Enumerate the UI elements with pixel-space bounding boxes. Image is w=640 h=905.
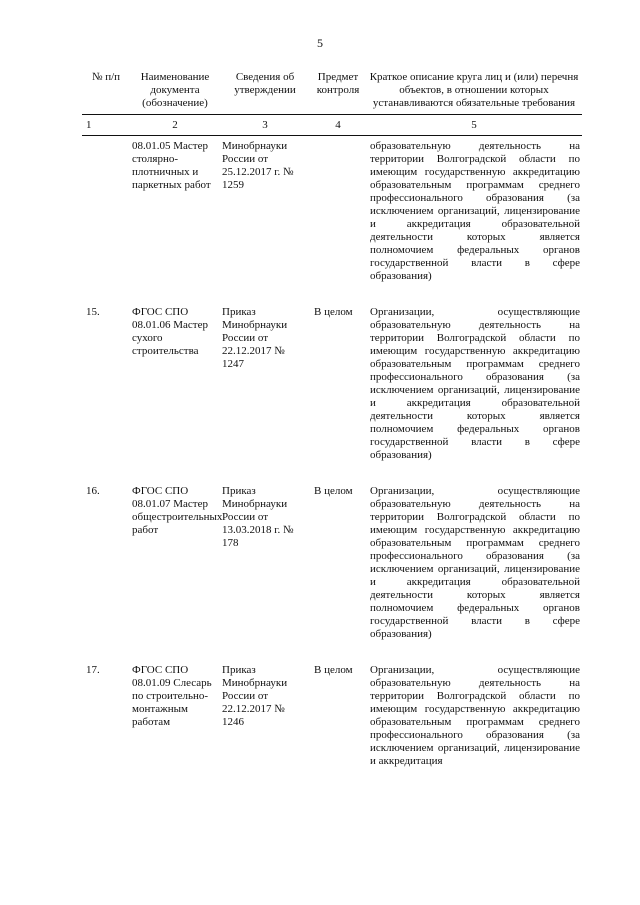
- table-row: [82, 306, 582, 462]
- approval-info: Приказ Минобрнауки России от 22.12.2017 № 1246: [222, 664, 288, 728]
- scope-description: Организации, осуществляющие образовательную деятельность на территории Волгоградской области по имеющим государственную аккредитацию образовательным программам среднего профессионального образования (за исключением организаций, лицензирование и аккредитация: [370, 664, 580, 767]
- row-number: 16.: [86, 485, 100, 497]
- header-description: Краткое описание круга лиц и (или) перечня объектов, в отношении которых устанавливаются обязательные требования: [366, 66, 582, 115]
- column-number: 4: [310, 115, 366, 136]
- document-name: ФГОС СПО 08.01.09 Слесарь по строительно-монтажным работам: [132, 664, 212, 728]
- control-subject: В целом: [314, 485, 353, 497]
- approval-info: Приказ Минобрнауки России от 13.03.2018 г. № 178: [222, 485, 294, 549]
- column-number-row: [82, 115, 582, 136]
- table-header-row: [82, 66, 582, 115]
- scope-description: Организации, осуществляющие образовательную деятельность на территории Волгоградской области по имеющим государственную аккредитацию образовательным программам среднего профессионального образования (за исключением организаций, лицензирование и аккредитация образовательной деятельности которых является полномочием федеральных органов государственной власти в сфере образования): [370, 485, 580, 640]
- control-subject: [310, 136, 366, 284]
- page-number: 5: [317, 36, 323, 50]
- row-number: 15.: [86, 306, 100, 318]
- approval-info: Минобрнауки России от 25.12.2017 г. № 1259: [222, 140, 294, 191]
- document-name: ФГОС СПО 08.01.06 Мастер сухого строительства: [132, 306, 208, 357]
- column-number: 3: [220, 115, 310, 136]
- row-number: 17.: [86, 664, 100, 676]
- document-name: ФГОС СПО 08.01.07 Мастер общестроительных работ: [132, 485, 223, 536]
- header-control-subject: Предмет контроля: [310, 66, 366, 115]
- table-row: [82, 664, 582, 768]
- control-subject: В целом: [314, 306, 353, 318]
- column-number: 5: [366, 115, 582, 136]
- control-subject: В целом: [314, 664, 353, 676]
- approval-info: Приказ Минобрнауки России от 22.12.2017 № 1247: [222, 306, 288, 370]
- table-row: [82, 485, 582, 641]
- table-row: [82, 136, 582, 284]
- header-document-name: Наименование документа (обозначение): [130, 66, 220, 115]
- document-name: 08.01.05 Мастер столярно-плотничных и паркетных работ: [132, 140, 211, 191]
- header-number: № п/п: [82, 66, 130, 115]
- requirements-table: [82, 66, 582, 768]
- scope-description: Организации, осуществляющие образовательную деятельность на территории Волгоградской области по имеющим государственную аккредитацию образовательным программам среднего профессионального образования (за исключением организаций, лицензирование и аккредитация образовательной деятельности которых является полномочием федеральных органов государственной власти в сфере образования): [370, 306, 580, 461]
- column-number: 1: [82, 115, 130, 136]
- header-approval: Сведения об утверждении: [220, 66, 310, 115]
- column-number: 2: [130, 115, 220, 136]
- row-number: [82, 136, 130, 284]
- scope-description: образовательную деятельность на территории Волгоградской области по имеющим государственную аккредитацию образовательным программам среднего профессионального образования (за исключением организаций, лицензирование и аккредитация образовательной деятельности которых является полномочием федеральных органов государственной власти в сфере образования): [370, 140, 580, 282]
